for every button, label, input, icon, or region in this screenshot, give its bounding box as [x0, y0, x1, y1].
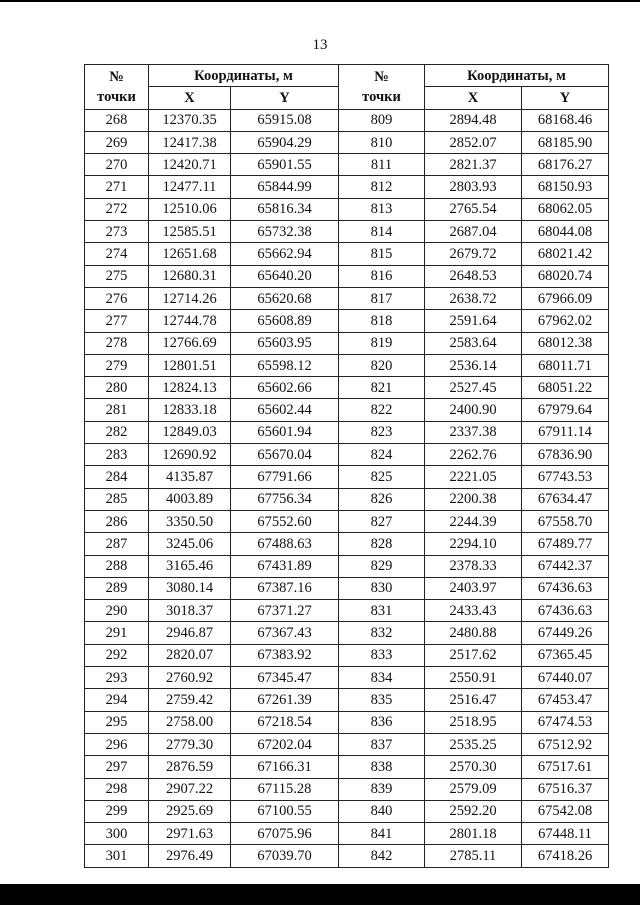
table-row	[85, 377, 609, 399]
point-number-symbol: №	[374, 68, 389, 85]
x-coordinate-cell: 2400.90	[425, 399, 522, 421]
x-coordinate-cell: 2976.49	[149, 845, 231, 867]
point-number-cell: 268	[85, 109, 149, 131]
point-number-cell: 830	[339, 577, 425, 599]
point-number-cell: 816	[339, 265, 425, 287]
y-coordinate-cell: 65670.04	[231, 444, 339, 466]
point-number-cell: 821	[339, 377, 425, 399]
y-coordinate-cell: 67371.27	[231, 600, 339, 622]
y-coordinate-cell: 67115.28	[231, 778, 339, 800]
point-number-header-left	[85, 65, 149, 110]
table-row	[85, 198, 609, 220]
point-number-cell: 817	[339, 287, 425, 309]
x-coordinate-cell: 2907.22	[149, 778, 231, 800]
x-coordinate-cell: 3350.50	[149, 510, 231, 532]
point-number-word: точки	[97, 88, 136, 105]
point-number-header-right	[339, 65, 425, 110]
y-coordinate-cell: 65901.55	[231, 154, 339, 176]
y-coordinate-cell: 68011.71	[522, 354, 609, 376]
y-coordinate-cell: 67448.11	[522, 823, 609, 845]
y-coordinate-cell: 67517.61	[522, 756, 609, 778]
point-number-cell: 825	[339, 466, 425, 488]
point-number-cell: 828	[339, 533, 425, 555]
point-number-cell: 819	[339, 332, 425, 354]
x-coordinate-cell: 12744.78	[149, 310, 231, 332]
y-coordinate-cell: 67791.66	[231, 466, 339, 488]
table-row	[85, 310, 609, 332]
point-number-cell: 279	[85, 354, 149, 376]
point-number-cell: 288	[85, 555, 149, 577]
y-coordinate-cell: 68012.38	[522, 332, 609, 354]
point-number-cell: 818	[339, 310, 425, 332]
point-number-cell: 809	[339, 109, 425, 131]
table-row	[85, 354, 609, 376]
x-coordinate-cell: 2852.07	[425, 131, 522, 153]
table-row	[85, 265, 609, 287]
table-row	[85, 131, 609, 153]
table-row	[85, 533, 609, 555]
x-coordinate-cell: 2638.72	[425, 287, 522, 309]
point-number-cell: 841	[339, 823, 425, 845]
point-number-cell: 287	[85, 533, 149, 555]
x-coordinate-cell: 2221.05	[425, 466, 522, 488]
x-coordinate-cell: 12370.35	[149, 109, 231, 131]
x-coordinate-cell: 2679.72	[425, 243, 522, 265]
table-row	[85, 444, 609, 466]
x-coordinate-cell: 2570.30	[425, 756, 522, 778]
point-number-cell: 275	[85, 265, 149, 287]
y-coordinate-cell: 67367.43	[231, 622, 339, 644]
point-number-cell: 827	[339, 510, 425, 532]
y-coordinate-cell: 65640.20	[231, 265, 339, 287]
y-coordinate-cell: 68150.93	[522, 176, 609, 198]
y-coordinate-cell: 67516.37	[522, 778, 609, 800]
x-column-header-right: X	[425, 87, 522, 109]
x-coordinate-cell: 2550.91	[425, 667, 522, 689]
x-coordinate-cell: 12690.92	[149, 444, 231, 466]
point-number-cell: 273	[85, 221, 149, 243]
point-number-cell: 824	[339, 444, 425, 466]
x-coordinate-cell: 2583.64	[425, 332, 522, 354]
table-body	[85, 109, 609, 867]
coordinates-header-left: Координаты, м	[149, 65, 339, 87]
x-coordinate-cell: 12417.38	[149, 131, 231, 153]
point-number-cell: 291	[85, 622, 149, 644]
coordinates-header-right: Координаты, м	[425, 65, 609, 87]
x-coordinate-cell: 12824.13	[149, 377, 231, 399]
point-number-cell: 820	[339, 354, 425, 376]
y-coordinate-cell: 67911.14	[522, 421, 609, 443]
table-header	[85, 65, 609, 110]
x-coordinate-cell: 2876.59	[149, 756, 231, 778]
x-coordinate-cell: 2785.11	[425, 845, 522, 867]
x-coordinate-cell: 2687.04	[425, 221, 522, 243]
x-coordinate-cell: 2803.93	[425, 176, 522, 198]
point-number-cell: 811	[339, 154, 425, 176]
y-coordinate-cell: 65732.38	[231, 221, 339, 243]
point-number-cell: 280	[85, 377, 149, 399]
y-coordinate-cell: 67039.70	[231, 845, 339, 867]
point-number-cell: 292	[85, 644, 149, 666]
point-number-cell: 299	[85, 800, 149, 822]
point-number-cell: 826	[339, 488, 425, 510]
x-coordinate-cell: 12477.11	[149, 176, 231, 198]
x-coordinate-cell: 2262.76	[425, 444, 522, 466]
y-coordinate-cell: 67558.70	[522, 510, 609, 532]
y-coordinate-cell: 65904.29	[231, 131, 339, 153]
y-coordinate-cell: 67387.16	[231, 577, 339, 599]
x-coordinate-cell: 2244.39	[425, 510, 522, 532]
y-coordinate-cell: 67431.89	[231, 555, 339, 577]
y-coordinate-cell: 67202.04	[231, 733, 339, 755]
table-row	[85, 466, 609, 488]
y-coordinate-cell: 67552.60	[231, 510, 339, 532]
point-number-cell: 300	[85, 823, 149, 845]
y-coordinate-cell: 68020.74	[522, 265, 609, 287]
x-coordinate-cell: 12833.18	[149, 399, 231, 421]
x-coordinate-cell: 2760.92	[149, 667, 231, 689]
y-coordinate-cell: 67756.34	[231, 488, 339, 510]
x-coordinate-cell: 2592.20	[425, 800, 522, 822]
table-row	[85, 510, 609, 532]
y-coordinate-cell: 68176.27	[522, 154, 609, 176]
y-coordinate-cell: 65608.89	[231, 310, 339, 332]
y-coordinate-cell: 67979.64	[522, 399, 609, 421]
point-number-cell: 290	[85, 600, 149, 622]
point-number-cell: 272	[85, 198, 149, 220]
table-row	[85, 399, 609, 421]
table-row	[85, 332, 609, 354]
y-coordinate-cell: 65598.12	[231, 354, 339, 376]
y-coordinate-cell: 67962.02	[522, 310, 609, 332]
y-coordinate-cell: 65915.08	[231, 109, 339, 131]
x-coordinate-cell: 2925.69	[149, 800, 231, 822]
x-coordinate-cell: 2801.18	[425, 823, 522, 845]
y-coordinate-cell: 67489.77	[522, 533, 609, 555]
y-coordinate-cell: 68044.08	[522, 221, 609, 243]
y-coordinate-cell: 68021.42	[522, 243, 609, 265]
y-coordinate-cell: 67100.55	[231, 800, 339, 822]
point-number-cell: 835	[339, 689, 425, 711]
point-number-cell: 296	[85, 733, 149, 755]
x-coordinate-cell: 2946.87	[149, 622, 231, 644]
x-coordinate-cell: 2820.07	[149, 644, 231, 666]
table-row	[85, 823, 609, 845]
x-coordinate-cell: 12680.31	[149, 265, 231, 287]
y-coordinate-cell: 68062.05	[522, 198, 609, 220]
y-coordinate-cell: 67166.31	[231, 756, 339, 778]
point-number-cell: 270	[85, 154, 149, 176]
x-coordinate-cell: 2759.42	[149, 689, 231, 711]
point-number-cell: 812	[339, 176, 425, 198]
x-coordinate-cell: 2648.53	[425, 265, 522, 287]
point-number-cell: 286	[85, 510, 149, 532]
x-coordinate-cell: 2403.97	[425, 577, 522, 599]
y-coordinate-cell: 67634.47	[522, 488, 609, 510]
y-coordinate-cell: 65844.99	[231, 176, 339, 198]
x-coordinate-cell: 3165.46	[149, 555, 231, 577]
point-number-cell: 293	[85, 667, 149, 689]
table-row	[85, 733, 609, 755]
y-coordinate-cell: 67418.26	[522, 845, 609, 867]
point-number-cell: 834	[339, 667, 425, 689]
x-coordinate-cell: 12714.26	[149, 287, 231, 309]
point-number-cell: 269	[85, 131, 149, 153]
y-coordinate-cell: 65602.44	[231, 399, 339, 421]
x-coordinate-cell: 2535.25	[425, 733, 522, 755]
x-coordinate-cell: 2527.45	[425, 377, 522, 399]
table-row	[85, 778, 609, 800]
y-coordinate-cell: 67966.09	[522, 287, 609, 309]
x-column-header-left: X	[149, 87, 231, 109]
table-row	[85, 644, 609, 666]
point-number-cell: 833	[339, 644, 425, 666]
point-number-cell: 823	[339, 421, 425, 443]
point-number-cell: 814	[339, 221, 425, 243]
point-number-cell: 822	[339, 399, 425, 421]
table-row	[85, 689, 609, 711]
page-number: 13	[312, 37, 328, 53]
y-coordinate-cell: 68051.22	[522, 377, 609, 399]
point-number-cell: 836	[339, 711, 425, 733]
y-coordinate-cell: 67345.47	[231, 667, 339, 689]
point-number-cell: 839	[339, 778, 425, 800]
x-coordinate-cell: 2516.47	[425, 689, 522, 711]
y-coordinate-cell: 67449.26	[522, 622, 609, 644]
x-coordinate-cell: 2579.09	[425, 778, 522, 800]
x-coordinate-cell: 12766.69	[149, 332, 231, 354]
x-coordinate-cell: 12420.71	[149, 154, 231, 176]
y-coordinate-cell: 67453.47	[522, 689, 609, 711]
y-coordinate-cell: 67436.63	[522, 600, 609, 622]
y-coordinate-cell: 67836.90	[522, 444, 609, 466]
table-row	[85, 287, 609, 309]
x-coordinate-cell: 3245.06	[149, 533, 231, 555]
y-coordinate-cell: 67075.96	[231, 823, 339, 845]
x-coordinate-cell: 12801.51	[149, 354, 231, 376]
point-number-cell: 837	[339, 733, 425, 755]
y-coordinate-cell: 65603.95	[231, 332, 339, 354]
point-number-cell: 282	[85, 421, 149, 443]
y-coordinate-cell: 67488.63	[231, 533, 339, 555]
y-coordinate-cell: 65602.66	[231, 377, 339, 399]
point-number-cell: 838	[339, 756, 425, 778]
y-coordinate-cell: 67512.92	[522, 733, 609, 755]
table-row	[85, 109, 609, 131]
scan-border-top	[0, 0, 640, 2]
y-coordinate-cell: 67261.39	[231, 689, 339, 711]
table-row	[85, 421, 609, 443]
y-coordinate-cell: 67365.45	[522, 644, 609, 666]
x-coordinate-cell: 2536.14	[425, 354, 522, 376]
y-column-header-left: Y	[231, 87, 339, 109]
table-row	[85, 176, 609, 198]
point-number-cell: 815	[339, 243, 425, 265]
x-coordinate-cell: 2518.95	[425, 711, 522, 733]
point-number-cell: 281	[85, 399, 149, 421]
table-row	[85, 622, 609, 644]
point-number-cell: 277	[85, 310, 149, 332]
y-column-header-right: Y	[522, 87, 609, 109]
x-coordinate-cell: 2779.30	[149, 733, 231, 755]
y-coordinate-cell: 67442.37	[522, 555, 609, 577]
table-row	[85, 555, 609, 577]
table-row	[85, 488, 609, 510]
x-coordinate-cell: 2758.00	[149, 711, 231, 733]
x-coordinate-cell: 3018.37	[149, 600, 231, 622]
y-coordinate-cell: 65620.68	[231, 287, 339, 309]
table-row	[85, 667, 609, 689]
y-coordinate-cell: 65816.34	[231, 198, 339, 220]
y-coordinate-cell: 67218.54	[231, 711, 339, 733]
y-coordinate-cell: 67440.07	[522, 667, 609, 689]
point-number-cell: 832	[339, 622, 425, 644]
point-number-cell: 842	[339, 845, 425, 867]
point-number-cell: 289	[85, 577, 149, 599]
y-coordinate-cell: 67436.63	[522, 577, 609, 599]
y-coordinate-cell: 67743.53	[522, 466, 609, 488]
table-row	[85, 221, 609, 243]
table-row	[85, 756, 609, 778]
point-number-cell: 840	[339, 800, 425, 822]
x-coordinate-cell: 2821.37	[425, 154, 522, 176]
x-coordinate-cell: 12849.03	[149, 421, 231, 443]
point-number-cell: 297	[85, 756, 149, 778]
x-coordinate-cell: 12510.06	[149, 198, 231, 220]
x-coordinate-cell: 2517.62	[425, 644, 522, 666]
table-row	[85, 577, 609, 599]
point-number-cell: 294	[85, 689, 149, 711]
x-coordinate-cell: 3080.14	[149, 577, 231, 599]
point-number-cell: 284	[85, 466, 149, 488]
x-coordinate-cell: 4135.87	[149, 466, 231, 488]
x-coordinate-cell: 2294.10	[425, 533, 522, 555]
table-row	[85, 845, 609, 867]
x-coordinate-cell: 12651.68	[149, 243, 231, 265]
y-coordinate-cell: 65601.94	[231, 421, 339, 443]
table-row	[85, 154, 609, 176]
point-number-word: точки	[362, 88, 401, 105]
point-number-cell: 295	[85, 711, 149, 733]
x-coordinate-cell: 2480.88	[425, 622, 522, 644]
y-coordinate-cell: 68168.46	[522, 109, 609, 131]
x-coordinate-cell: 2894.48	[425, 109, 522, 131]
x-coordinate-cell: 12585.51	[149, 221, 231, 243]
point-number-cell: 285	[85, 488, 149, 510]
x-coordinate-cell: 4003.89	[149, 488, 231, 510]
y-coordinate-cell: 67474.53	[522, 711, 609, 733]
x-coordinate-cell: 2378.33	[425, 555, 522, 577]
point-number-cell: 274	[85, 243, 149, 265]
y-coordinate-cell: 67383.92	[231, 644, 339, 666]
table-row	[85, 243, 609, 265]
coordinates-table	[84, 64, 609, 868]
y-coordinate-cell: 68185.90	[522, 131, 609, 153]
y-coordinate-cell: 65662.94	[231, 243, 339, 265]
x-coordinate-cell: 2971.63	[149, 823, 231, 845]
x-coordinate-cell: 2765.54	[425, 198, 522, 220]
x-coordinate-cell: 2433.43	[425, 600, 522, 622]
x-coordinate-cell: 2591.64	[425, 310, 522, 332]
y-coordinate-cell: 67542.08	[522, 800, 609, 822]
point-number-cell: 278	[85, 332, 149, 354]
point-number-cell: 829	[339, 555, 425, 577]
point-number-cell: 301	[85, 845, 149, 867]
scan-border-bottom	[0, 884, 640, 905]
point-number-cell: 831	[339, 600, 425, 622]
point-number-cell: 271	[85, 176, 149, 198]
point-number-cell: 810	[339, 131, 425, 153]
point-number-cell: 283	[85, 444, 149, 466]
x-coordinate-cell: 2200.38	[425, 488, 522, 510]
table-row	[85, 711, 609, 733]
x-coordinate-cell: 2337.38	[425, 421, 522, 443]
point-number-cell: 298	[85, 778, 149, 800]
point-number-symbol: №	[109, 68, 124, 85]
table-row	[85, 600, 609, 622]
table-row	[85, 800, 609, 822]
point-number-cell: 813	[339, 198, 425, 220]
point-number-cell: 276	[85, 287, 149, 309]
